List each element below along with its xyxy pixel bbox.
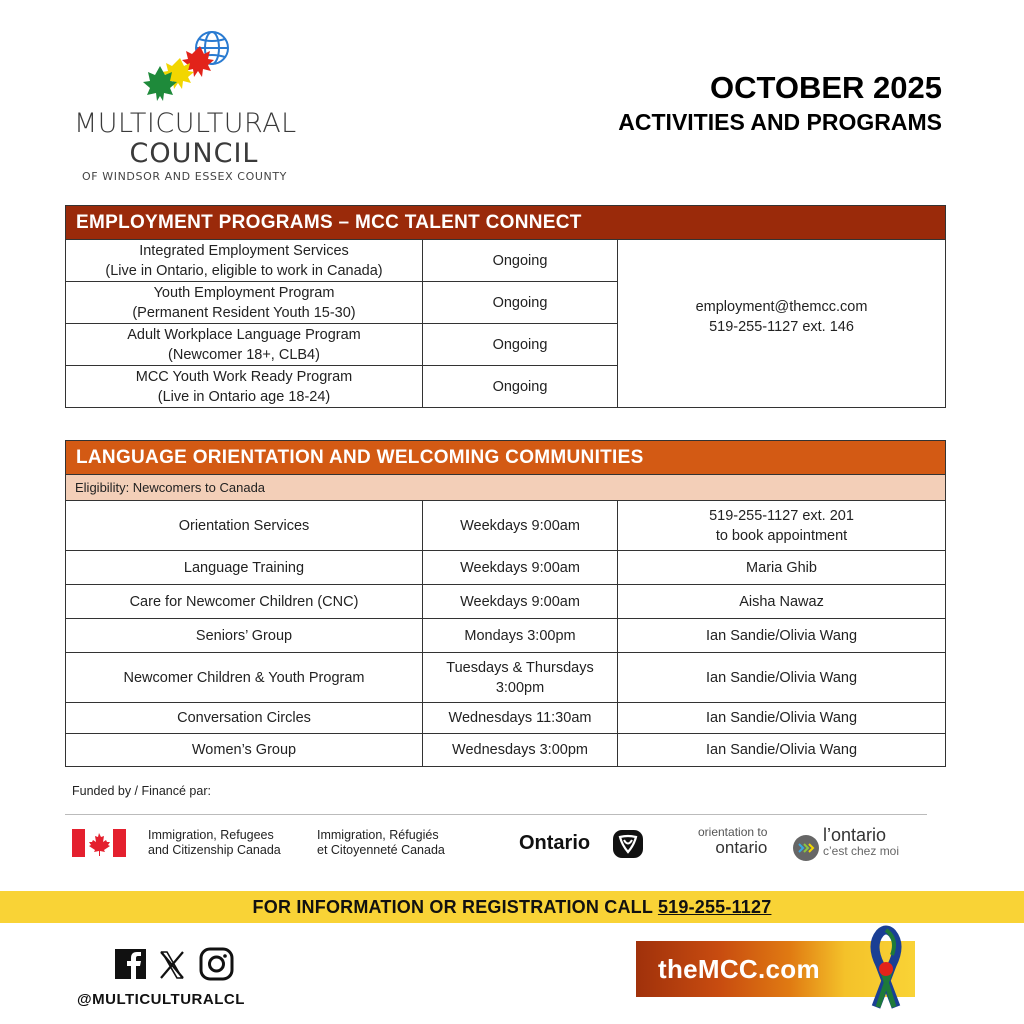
program-detail: (Live in Ontario, eligible to work in Canada) — [105, 262, 383, 279]
page-title — [618, 70, 942, 138]
program-cell — [66, 324, 423, 366]
instagram-icon[interactable] — [201, 949, 232, 979]
orientation-to-ontario-logo — [698, 826, 767, 856]
schedule-cell — [423, 653, 618, 703]
table-row — [66, 734, 946, 767]
program-cell: Women’s Group — [66, 734, 423, 767]
program-cell: Seniors’ Group — [66, 619, 423, 653]
contact-line2: to book appointment — [715, 527, 848, 544]
awareness-ribbon-icon — [862, 925, 910, 1011]
schedule-cell: Ongoing — [423, 240, 618, 282]
language-orientation-table — [65, 440, 946, 767]
ircc-fr-line2: et Citoyenneté Canada — [317, 843, 445, 857]
registration-cta — [0, 891, 1024, 923]
schedule-line: Tuesdays & Thursdays — [446, 659, 594, 676]
oto-line2: ontario — [715, 838, 768, 857]
schedule-cell: Ongoing — [423, 366, 618, 408]
funded-by-label: Funded by / Financé par: — [72, 784, 211, 798]
table-row — [66, 653, 946, 703]
program-cell: Newcomer Children & Youth Program — [66, 653, 423, 703]
contact-phone: 519-255-1127 ext. 146 — [709, 318, 854, 335]
program-cell: Conversation Circles — [66, 703, 423, 734]
lontario-logo — [823, 826, 899, 858]
lont-line1: l’ontario — [823, 825, 887, 845]
title-month: OCTOBER 2025 — [709, 70, 942, 105]
contact-email[interactable]: employment@themcc.com — [695, 298, 868, 315]
oto-line1: orientation to — [698, 825, 768, 839]
social-icons — [115, 947, 237, 981]
schedule-cell: Weekdays 9:00am — [423, 551, 618, 585]
ircc-fr-line1: Immigration, Réfugiés — [317, 828, 439, 842]
canada-flag-icon — [72, 829, 126, 857]
program-cell: Orientation Services — [66, 501, 423, 551]
program-cell: Care for Newcomer Children (CNC) — [66, 585, 423, 619]
contact-line: 519-255-1127 ext. 201 — [709, 507, 854, 524]
employment-header: EMPLOYMENT PROGRAMS – MCC TALENT CONNECT — [66, 206, 946, 240]
language-header: LANGUAGE ORIENTATION AND WELCOMING COMMUNITIES — [66, 441, 946, 475]
contact-cell: Maria Ghib — [618, 551, 946, 585]
facebook-icon[interactable] — [115, 949, 146, 979]
contact-cell: Aisha Nawaz — [618, 585, 946, 619]
cta-phone-link[interactable]: 519-255-1127 — [657, 897, 772, 917]
contact-cell — [618, 501, 946, 551]
logo-line2: COUNCIL — [129, 138, 259, 169]
ircc-en-line1: Immigration, Refugees — [148, 828, 274, 842]
table-row — [66, 551, 946, 585]
schedule-cell: Wednesdays 11:30am — [423, 703, 618, 734]
table-row — [66, 619, 946, 653]
program-detail: (Live in Ontario age 18-24) — [157, 388, 331, 405]
mcc-logo — [60, 28, 330, 188]
program-name: Integrated Employment Services — [139, 242, 349, 259]
x-icon[interactable] — [161, 952, 183, 978]
contact-cell: Ian Sandie/Olivia Wang — [618, 653, 946, 703]
cta-text: FOR INFORMATION OR REGISTRATION CALL — [252, 897, 658, 917]
table-row — [66, 703, 946, 734]
table-row — [66, 240, 946, 282]
maple-leaf-globe-icon — [60, 28, 330, 108]
table-row — [66, 501, 946, 551]
program-name: Adult Workplace Language Program — [127, 326, 361, 343]
program-name: Youth Employment Program — [153, 284, 335, 301]
ontario-trillium-icon — [612, 829, 644, 859]
schedule-cell: Weekdays 9:00am — [423, 501, 618, 551]
ircc-french — [317, 828, 445, 858]
schedule-cell: Ongoing — [423, 282, 618, 324]
employment-contact-cell — [618, 240, 946, 408]
ircc-en-line2: and Citizenship Canada — [148, 843, 281, 857]
program-name: MCC Youth Work Ready Program — [135, 368, 353, 385]
ontario-wordmark: Ontario — [519, 832, 591, 854]
logo-line3: OF WINDSOR AND ESSEX COUNTY — [82, 170, 287, 183]
ircc-english — [148, 828, 281, 858]
schedule-cell: Ongoing — [423, 324, 618, 366]
program-cell — [66, 240, 423, 282]
logo-line1: MULTICULTURAL — [74, 108, 297, 139]
eligibility-note: Eligibility: Newcomers to Canada — [66, 475, 946, 501]
schedule-cell: Weekdays 9:00am — [423, 585, 618, 619]
contact-cell: Ian Sandie/Olivia Wang — [618, 734, 946, 767]
program-cell — [66, 366, 423, 408]
schedule-cell: Wednesdays 3:00pm — [423, 734, 618, 767]
lont-line2: c’est chez moi — [823, 844, 900, 858]
table-row — [66, 585, 946, 619]
chevrons-badge-icon — [792, 834, 820, 862]
employment-programs-table — [65, 205, 946, 408]
contact-cell: Ian Sandie/Olivia Wang — [618, 703, 946, 734]
contact-cell: Ian Sandie/Olivia Wang — [618, 619, 946, 653]
schedule-line2: 3:00pm — [495, 679, 545, 696]
title-subtitle: ACTIVITIES AND PROGRAMS — [618, 109, 942, 135]
social-handle[interactable]: @MULTICULTURALCL — [77, 991, 245, 1008]
program-cell: Language Training — [66, 551, 423, 585]
schedule-cell: Mondays 3:00pm — [423, 619, 618, 653]
website-link[interactable]: theMCC.com — [658, 954, 820, 984]
program-cell — [66, 282, 423, 324]
program-detail: (Newcomer 18+, CLB4) — [168, 346, 320, 363]
divider — [65, 814, 927, 815]
program-detail: (Permanent Resident Youth 15-30) — [132, 304, 356, 321]
